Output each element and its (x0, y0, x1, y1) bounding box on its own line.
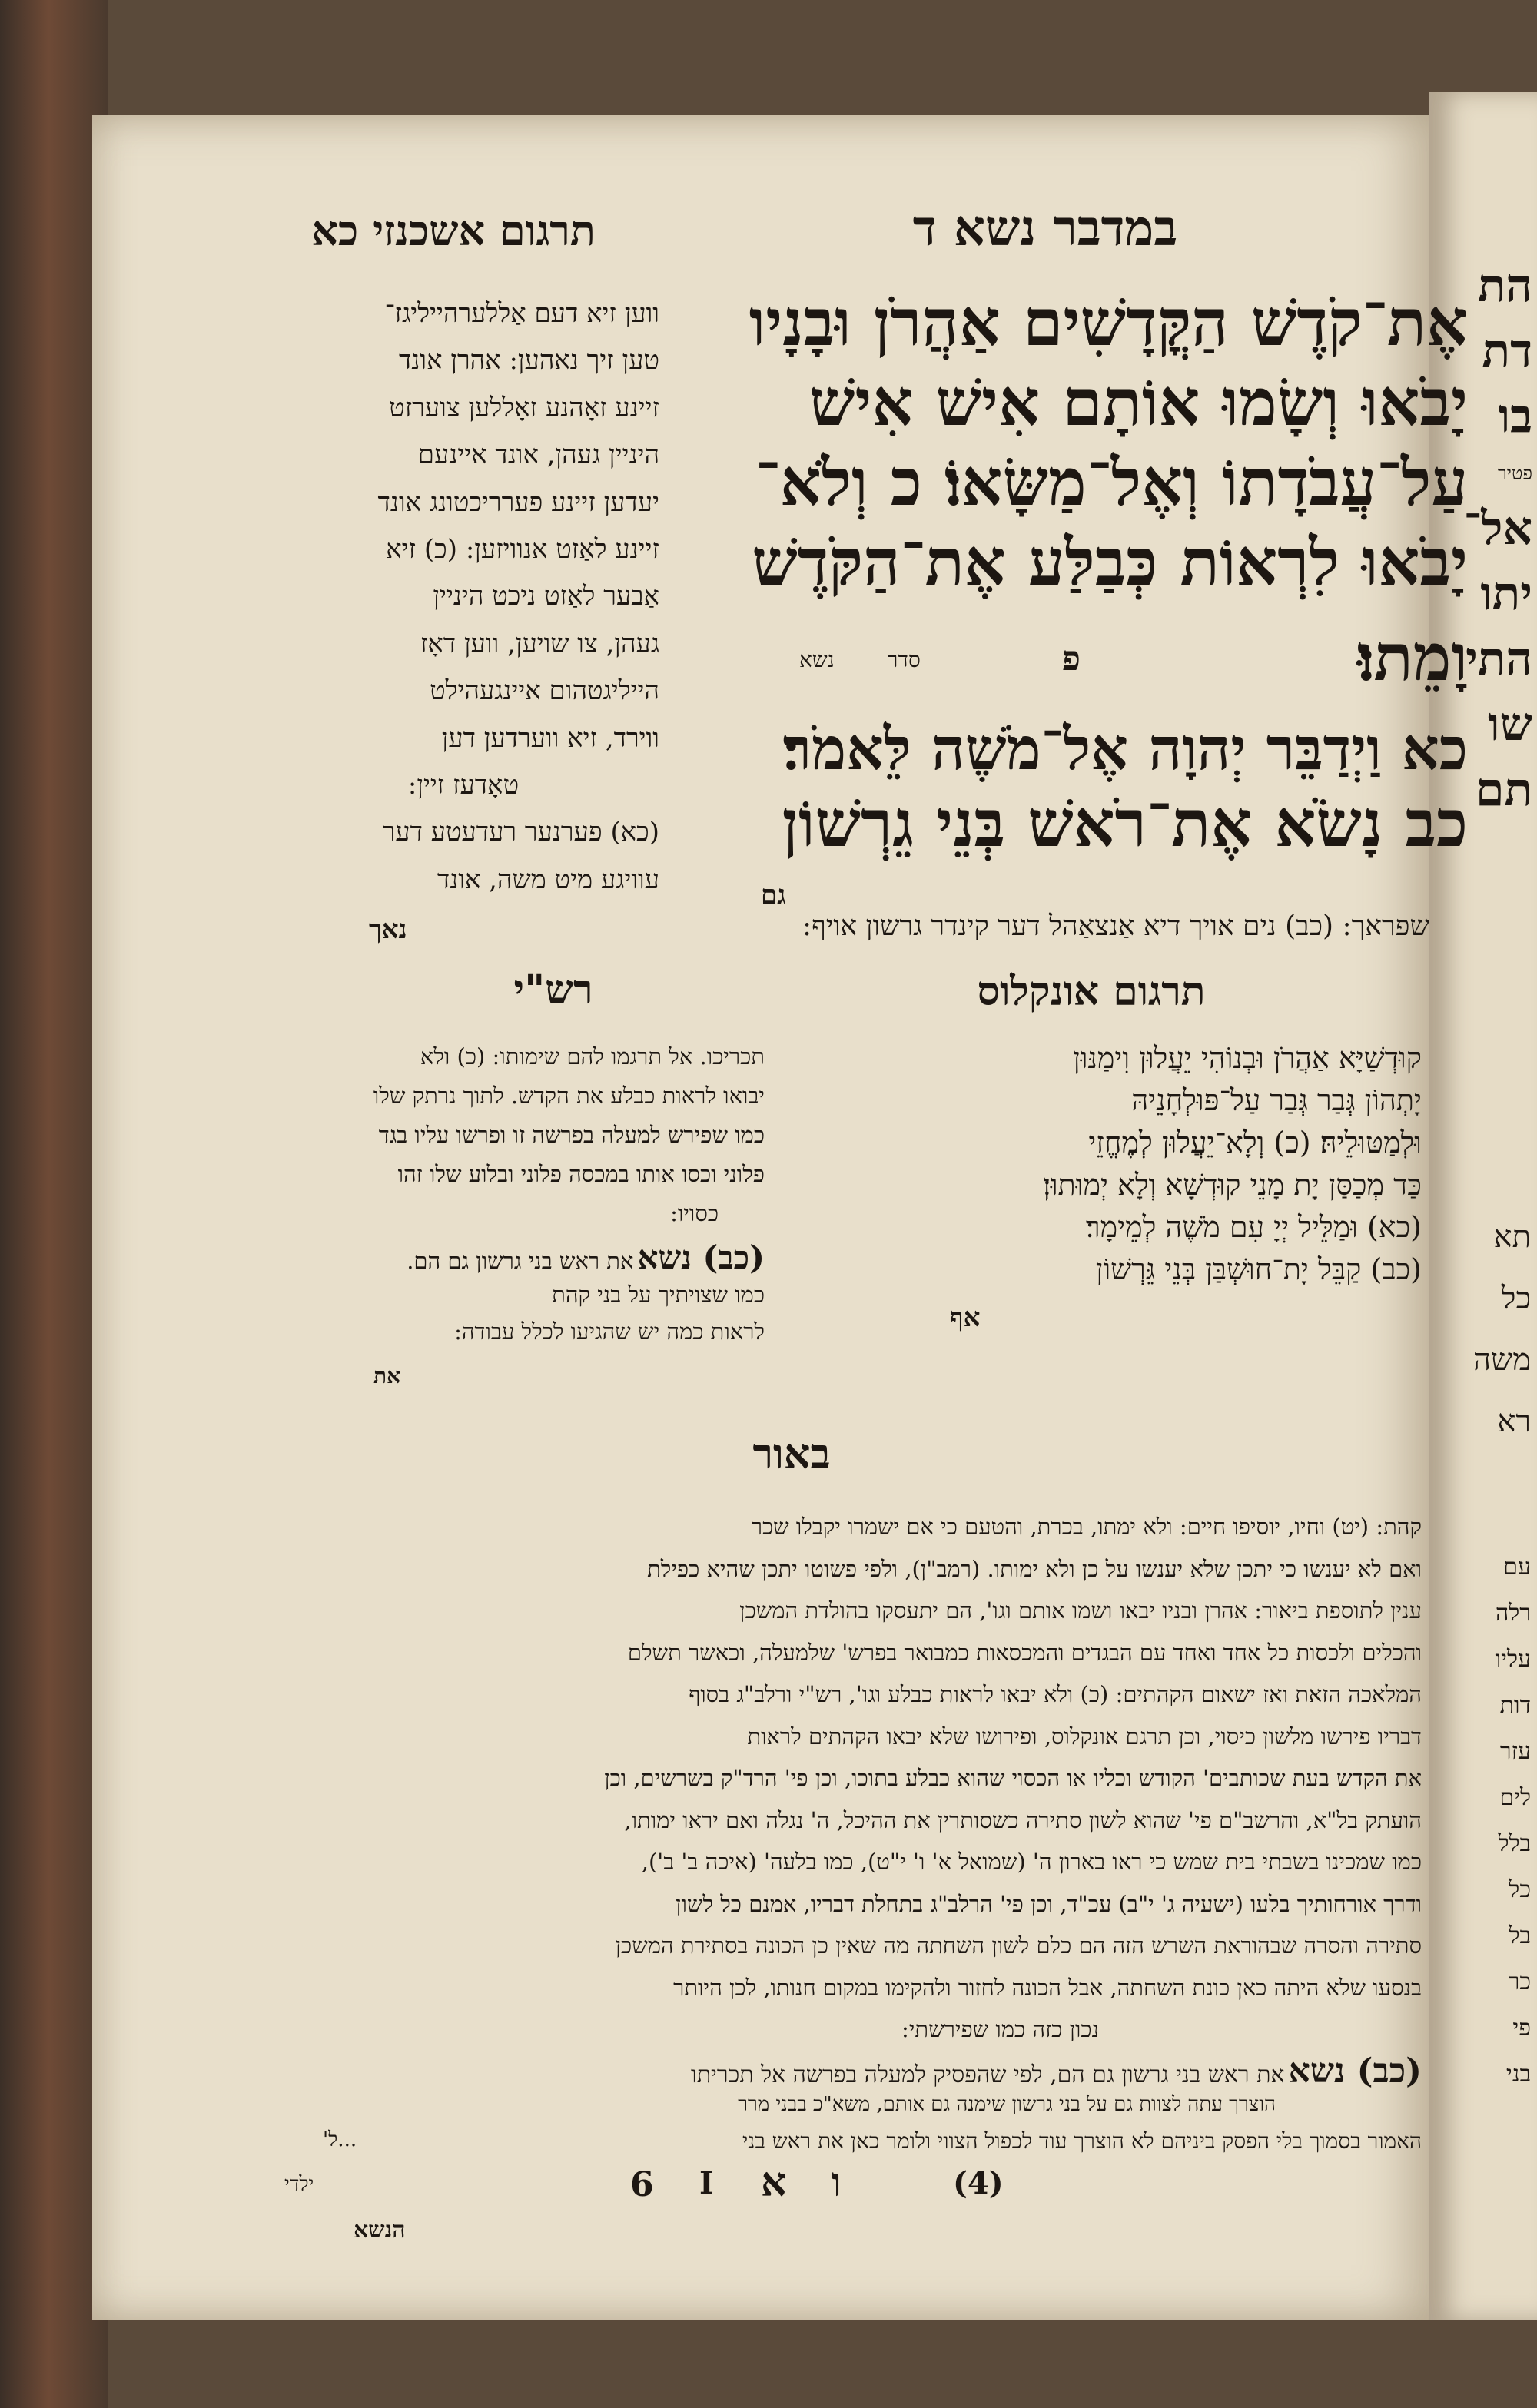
opposite-big-line: אל־ (1463, 501, 1532, 556)
translation-line: טען זיך נאהען: אהרן אונד (399, 345, 659, 376)
opposite-small-line: כר (1508, 1969, 1531, 1995)
targum-line: (כב) קַבֵּל יָת־חוּשְׁבַּן בְּנֵי גֵּרְשׁוֹן (1095, 1252, 1422, 1286)
translation-footer-line: שפראך: (כב) נים אויך דיא אַנצאַהל דער קינדר גרשון אויף: (802, 910, 1429, 942)
rashi-line: תכריכו. אל תרגמו להם שימותו: (כ) ולא (420, 1043, 765, 1070)
rashi-line-c: לראות כמה יש שהגיעו לכלל עבודה: (454, 1318, 765, 1345)
rashi-line: כמו שפירש למעלה בפרשה זו ופרשו עליו בגד (378, 1122, 765, 1148)
translation-line: (כא) פערנער רעדעטע דער (382, 817, 659, 848)
opposite-big-line: שו (1488, 698, 1532, 752)
opposite-page-small-column (1431, 1206, 1531, 2098)
signature-number-right: (4) (953, 2165, 1004, 2201)
opposite-small-line: רלה (1495, 1600, 1531, 1627)
biur-line: בנסעו שלא היתה כאן כונת השחתה, אבל הכונה לחזור ולהקימו במקום חנותו, לכן היותר (673, 1974, 1422, 2001)
torah-line: אֶת־קֹדֶשׁ הַקֳּדָשִׁים אַהֲרֹן וּבָנָיו (749, 284, 1468, 360)
targum-text (799, 1037, 1422, 1291)
torah-text (699, 284, 1468, 610)
opposite-small-line: משה (1472, 1342, 1531, 1378)
biur-line: ודרך אורחותיך בלעו (ישעיה ג' י"ב) עכ"ד, וכן פי' הרלב"ג בתחלת דבריו, אמנם כל לשון (676, 1890, 1422, 1917)
left-running-header: תרגום אשכנזי כא (311, 206, 596, 255)
opposite-small-line: כל (1509, 1876, 1531, 1903)
translation-line: טאָדעז זיין: (407, 770, 520, 801)
rashi-dh-text: את ראש בני גרשון גם הם. (407, 1248, 634, 1274)
biur-line: ואם לא יענשו כי יתכן שלא יענשו על כן ולא ימותו. (רמב"ן), ולפי פשוטו יתכן שהיא כפילת (647, 1555, 1422, 1582)
opposite-small-line: לים (1499, 1784, 1531, 1811)
opposite-small-line: עם (1503, 1554, 1531, 1580)
book-edge (0, 0, 108, 2408)
torah-line: יָבֹאוּ לִרְאוֹת כְּבַלַּע אֶת־הַקֹּדֶשׁ (752, 524, 1468, 600)
translation-line: עוויגע מיט משה, אונד (437, 864, 659, 895)
translation-line: יעדען זיינע פערריכטונג אונד (377, 486, 659, 518)
torah-catchword: גם (761, 880, 786, 910)
rashi-title: רש"י (513, 967, 593, 1013)
opposite-big-line: התי (1466, 632, 1532, 686)
opposite-big-line: יתו (1480, 566, 1532, 621)
translation-line: געהן, צו שויען, ווען דאָז (420, 628, 659, 659)
biur-line-c: האמור בסמוך בלי הפסק ביניהם לא הוצרך עוד לכפול הצווי ולומר כאן את ראש בני (742, 2128, 1422, 2154)
torah-line: עַל־עֲבֹדָתוֹ וְאֶל־מַשָּׂאוֹ׃ כ וְלֹא־ (755, 444, 1468, 520)
opposite-fragment: פטיר (1497, 462, 1532, 484)
targum-line: יָתְהוֹן גְּבַר גְּבַר עַל־פּוּלְחָנֵיהּ (1131, 1083, 1422, 1117)
opposite-small-line: עזר (1499, 1738, 1531, 1765)
biur-line: והכלים ולכסות כל אחד ואחד עם הבגדים והמכסאות כמבואר בפרש' שלמעלה, וכאשר תשלם (627, 1639, 1422, 1666)
rashi-catchword: את (373, 1363, 401, 1388)
opposite-big-line: דת (1482, 324, 1532, 379)
opposite-small-line: בלל (1498, 1830, 1531, 1857)
biur-line: הועתק בל"א, והרשב"ם פי' שהוא לשון סתירה כשסותרין את ההיכל, ה' נגלה ואם יראו ימותו, (624, 1806, 1422, 1833)
translation-line: היניין געהן, אונד איינעם (417, 439, 659, 471)
opposite-big-line: הת (1477, 259, 1532, 313)
targum-title: תרגום אונקלוס (977, 968, 1206, 1015)
opposite-small-line: בני (1505, 2061, 1531, 2088)
biur-line: קהת: (יט) וחיו, יוסיפו חיים: ולא ימתו, בכרת, והטעם כי אם ישמרו יקבלו שכר (751, 1514, 1422, 1540)
sidra-label: סדר נשא (799, 647, 921, 672)
biur-dibur-hamatchil (254, 2051, 1422, 2091)
targum-line: כַּד מְכַסַּן יָת מָנֵי קוּדְשָׁא וְלָא יְמוּתוּן׃ (1043, 1168, 1422, 1202)
translation-line: זיינע לאַזט אנוויזען: (כ) זיא (386, 534, 659, 566)
biur-title: באור (752, 1429, 831, 1478)
biur-dh-label: (כב) נשא (1288, 2051, 1422, 2091)
opposite-small-line: בל (1509, 1922, 1531, 1949)
biur-line: נכון כזה כמו שפירשתי: (901, 2016, 1099, 2042)
targum-catchword: אף (950, 1302, 981, 1333)
targum-line: (כא) וּמַלֵּיל יְיָ עִם מֹשֶׁה לְמֵימָר׃ (1085, 1210, 1422, 1244)
rashi-dibur-hamatchil (281, 1239, 765, 1277)
biur-line: המלאכה הזאת ואז ישאום הקהתים: (כ) ולא יבאו לראות כבלע וגו', רש"י ורלב"ג בסוף (689, 1681, 1422, 1707)
translation-line: ווירד, זיא ווערדען דען (441, 722, 659, 754)
biur-text (254, 1506, 1422, 2051)
biur-line-b: הוצרך עתה לצוות גם על בני גרשון שימנה גם אותם, משא"כ בבני מרר (738, 2093, 1276, 2116)
signature-text: ו א (761, 2159, 842, 2206)
book-page (92, 115, 1468, 2320)
translation-line: הייליגטהום איינגעהילט (430, 675, 659, 707)
parasha-marker: פ (1062, 639, 1081, 678)
rashi-line: יבואו לראות כבלע את הקדש. לתוך נרתק שלו (373, 1083, 765, 1109)
opposite-big-line: תם (1475, 763, 1532, 818)
opposite-small-line: כל (1501, 1281, 1531, 1316)
biur-catch-right: ...ל' (323, 2128, 357, 2151)
targum-line: וּלְמַטּוּלֵיהּ׃ (כ) וְלָא־יֵעֲלוּן לְמֶחֱזֵי (1088, 1126, 1422, 1159)
opposite-small-line: פי (1512, 2015, 1531, 2041)
biur-dh-text: את ראש בני גרשון גם הם, לפי שהפסיק למעלה בפרשה אל תכריתו (691, 2061, 1285, 2088)
rashi-dh-label: (כב) נשא (637, 1239, 765, 1276)
translation-line: ווען זיא דעם אַללערהייליגז־ (384, 298, 659, 329)
opposite-small-line: תא (1493, 1219, 1531, 1255)
right-running-header: במדבר נשא ד (912, 200, 1178, 257)
german-translation (267, 290, 659, 904)
torah-line-6: כא וַיְדַבֵּר יְהוָה אֶל־מֹשֶׁה לֵּאמֹר׃ (782, 715, 1468, 783)
rashi-line-b: כמו שצויתיך על בני קהת (552, 1282, 765, 1308)
biur-line: ענין לתוספת ביאור: אהרן ובניו יבאו ושמו אותם וגו', הם יתעסקו בהולדת המשכן (739, 1597, 1422, 1624)
targum-line: קוּדְשַׁיָּא אַהֲרֹן וּבְנוֹהִי יֵעֲלוּן וִימַנּוּן (1073, 1041, 1422, 1075)
biur-line: את הקדש בעת שכותבים' הקודש וכליו או הכסוי שהוא כבלע בתוכו, וכן פי' הרד"ק בשרשים, וכן (604, 1765, 1422, 1791)
opposite-small-line: עליו (1495, 1646, 1531, 1673)
biur-line: סתירה והסרה שבהוראת השרש הזה הם כלם לשון השחתה מה שאין כן הכונה בסתירת המשכן (615, 1932, 1422, 1959)
translation-line: זיינע זאָהנע זאָללען צוערזט (389, 392, 659, 423)
biur-catch-left: ילדי (284, 2173, 314, 2196)
signature-number-left: 6 (630, 2165, 654, 2204)
translation-catchword: נאך (369, 914, 407, 945)
opposite-big-line: בו (1498, 390, 1532, 444)
rashi-text (281, 1037, 765, 1233)
page-catchword: הנשא (354, 2217, 406, 2244)
biur-line: כמו שמכינו בשבתי בית שמש כי ראו בארון ה' (שמואל א' ו' י"ט), כמו בלעה' (איכה ב' ב'), (641, 1849, 1422, 1875)
biur-line: דבריו פירשו מלשון כיסוי, וכן תרגם אונקלוס, ופירושו שלא יבאו הקהתים לראות (747, 1723, 1422, 1750)
torah-line-5: וָמֵתוּ׃ (1356, 619, 1468, 695)
translation-line: אַבער לאַזט ניכט היניין (433, 581, 659, 612)
torah-line-7: כב נָשֹׂא אֶת־רֹאשׁ בְּנֵי גֵרְשׁוֹן (782, 785, 1468, 861)
opposite-small-line: דות (1499, 1692, 1531, 1719)
rashi-line: פלוני וכסו אותו במכסה פלוני ובלוע שלו זהו (397, 1161, 765, 1187)
rashi-line: כסויו: (670, 1200, 719, 1226)
opposite-small-line: רא (1497, 1404, 1531, 1439)
torah-line: יָבֹאוּ וְשָׂמוּ אוֹתָם אִישׁ אִישׁ (808, 364, 1468, 440)
signature-number-mid: I (699, 2165, 714, 2201)
